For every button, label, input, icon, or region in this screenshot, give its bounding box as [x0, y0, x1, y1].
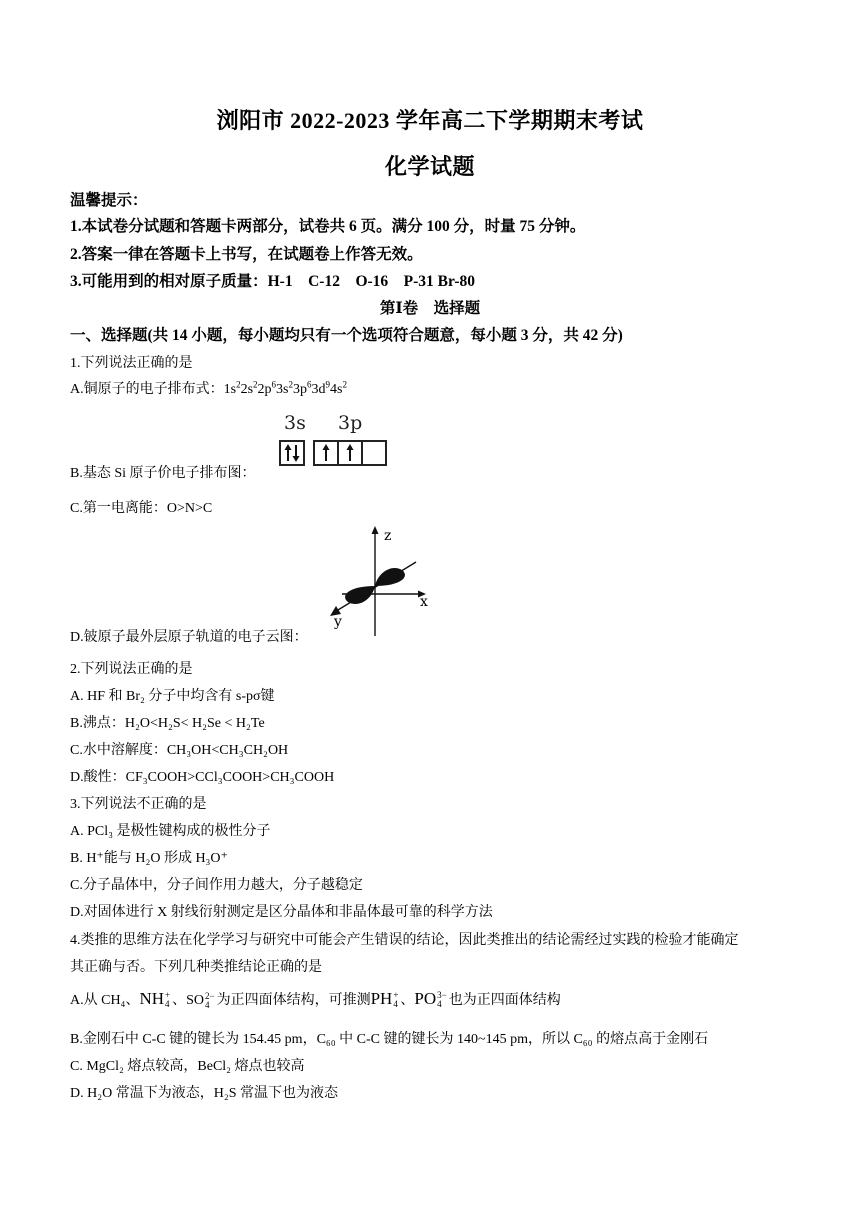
- q4-option-b: B.金刚石中 C-C 键的键长为 154.45 pm，C₆₀ 中 C-C 键的键长为 140~145 pm，所以 C₆₀ 的熔点高于金刚石: [70, 1032, 709, 1047]
- orbital-label-3s: 3s: [284, 412, 306, 434]
- ion-ph4: PH+ 4: [370, 989, 399, 1010]
- orbital-label-3p: 3p: [338, 412, 363, 434]
- z-axis-label: z: [384, 528, 392, 544]
- q2-option-a: A. HF 和 Br₂ 分子中均含有 s-pσ键: [70, 689, 275, 704]
- q4-option-a-part-1: A.从 CH₄、: [70, 993, 140, 1008]
- tip-2: 2.答案一律在答题卡上书写，在试题卷上作答无效。: [70, 246, 423, 263]
- q2-option-b: B.沸点：H₂O<H₂S< H₂Se < H₂Te: [70, 716, 265, 731]
- paired-arrows-icon: [281, 442, 303, 464]
- q2-option-c: C.水中溶解度：CH₃OH<CH₃CH₂OH: [70, 743, 289, 758]
- y-axis-label: y: [334, 614, 342, 630]
- z-axis-arrow-icon: [372, 526, 379, 534]
- q4-stem-line-2: 其正确与否。下列几种类推结论正确的是: [70, 960, 322, 975]
- q3-option-d: D.对固体进行 X 射线衍射测定是区分晶体和非晶体最可靠的科学方法: [70, 905, 493, 920]
- up-arrow-icon: [339, 442, 361, 464]
- q4-option-a-part-3: 也为正四面体结构: [448, 993, 561, 1008]
- exam-subtitle: 化学试题: [384, 154, 475, 179]
- q1-option-c: C.第一电离能：O>N>C: [70, 501, 213, 516]
- q4-option-a: [70, 989, 561, 1010]
- ion-nh4: NH+ 4: [139, 989, 171, 1010]
- q3-option-c: C.分子晶体中，分子间作用力越大，分子越稳定: [70, 878, 363, 893]
- orbital-lobe-upper: [375, 568, 405, 586]
- orbital-lobe-lower: [345, 586, 375, 604]
- section-title: 一、选择题(共 14 小题，每小题均只有一个选项符合题意，每小题 3 分，共 42 分): [70, 327, 623, 344]
- q3-stem: 3.下列说法不正确的是: [70, 797, 207, 812]
- orbital-box-3p-1: [313, 440, 339, 466]
- ion-so4: SO2− 4: [186, 990, 215, 1010]
- x-axis-label: x: [420, 594, 428, 610]
- q1-option-b: B.基态 Si 原子价电子排布图：: [70, 466, 256, 481]
- q3-option-b: B. H⁺能与 H₂O 形成 H₃O⁺: [70, 851, 228, 866]
- volume-title: 第Ⅰ卷 选择题: [379, 300, 481, 317]
- q2-option-d: D.酸性：CF₃COOH>CCl₃COOH>CH₃COOH: [70, 770, 335, 785]
- orbital-box-3p-2: [337, 440, 363, 466]
- orbital-box-3p-3: [361, 440, 387, 466]
- q2-stem: 2.下列说法正确的是: [70, 662, 193, 677]
- si-orbital-diagram: [278, 412, 398, 472]
- q1-electron-config: $1s^22s^22p^63s^23p^63d^94s^2$: [223, 379, 347, 397]
- ion-po4: PO3− 4: [414, 989, 447, 1010]
- ion-separator: 、: [400, 993, 415, 1008]
- ion-separator: 、: [172, 993, 187, 1008]
- q4-option-a-part-2: 为正四面体结构，可推测: [216, 993, 371, 1008]
- tip-3: 3.可能用到的相对原子质量：H-1 C-12 O-16 P-31 Br-80: [70, 273, 475, 290]
- tip-1: 1.本试卷分试题和答题卡两部分，试卷共 6 页。满分 100 分，时量 75 分钟。: [70, 218, 586, 235]
- up-arrow-icon: [315, 442, 337, 464]
- p-orbital-cloud-figure: [322, 524, 442, 640]
- q1-option-a: [70, 378, 347, 398]
- orbital-box-3s: [279, 440, 305, 466]
- exam-title: 浏阳市 2022-2023 学年高二下学期期末考试: [216, 108, 644, 133]
- q1-option-a-label: A.铜原子的电子排布式：: [70, 382, 224, 397]
- q4-option-c: C. MgCl₂ 熔点较高，BeCl₂ 熔点也较高: [70, 1059, 305, 1074]
- q4-stem-line-1: 4.类推的思维方法在化学学习与研究中可能会产生错误的结论，因此类推出的结论需经过实践的检验才能确定: [70, 933, 739, 948]
- q1-option-d: D.铍原子最外层原子轨道的电子云图：: [70, 630, 308, 645]
- q3-option-a: A. PCl₃ 是极性键构成的极性分子: [70, 824, 271, 839]
- tips-heading: 温馨提示：: [70, 192, 148, 209]
- q1-stem: 1.下列说法正确的是: [70, 356, 193, 371]
- q4-option-d: D. H₂O 常温下为液态，H₂S 常温下也为液态: [70, 1086, 338, 1101]
